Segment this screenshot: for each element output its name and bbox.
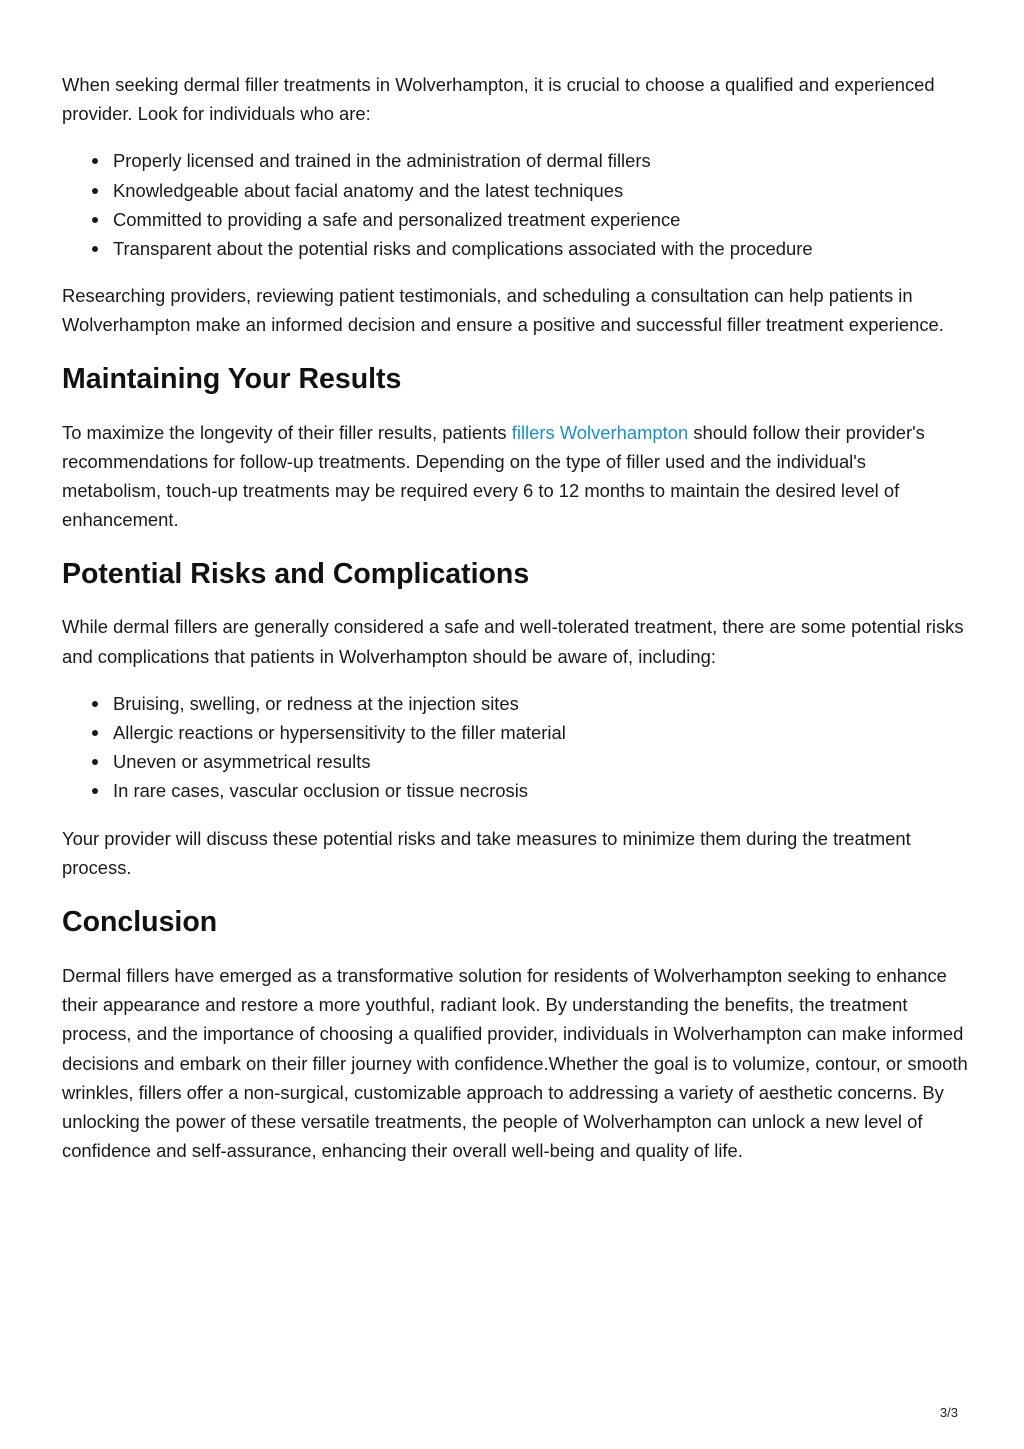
list-item: Committed to providing a safe and personalized treatment experience: [113, 205, 968, 234]
list-item: Bruising, swelling, or redness at the injection sites: [113, 689, 968, 718]
provider-qualities-list: [62, 146, 968, 263]
maintaining-text-after-link: should follow their provider's recommendations for follow-up treatments. Depending on the type of filler used and the individual's metabolism, touch-up treatments may be required every 6 to 12 months to maintain the desired level of enhancement.: [62, 421, 925, 531]
intro-closing-paragraph: Researching providers, reviewing patient testimonials, and scheduling a consultation can help patients in Wolverhampton make an informed decision and ensure a positive and successful filler treatment experience.: [62, 285, 944, 336]
list-item: Knowledgeable about facial anatomy and the latest techniques: [113, 176, 968, 205]
maintaining-text-before-link: To maximize the longevity of their filler results, patients: [62, 421, 512, 443]
risks-heading: Potential Risks and Complications: [62, 558, 530, 591]
maintaining-heading: Maintaining Your Results: [62, 362, 402, 395]
list-item: In rare cases, vascular occlusion or tissue necrosis: [113, 776, 968, 805]
risks-paragraph: While dermal fillers are generally considered a safe and well-tolerated treatment, there are some potential risks and complications that patients in Wolverhampton should be aware of, including:: [62, 616, 964, 667]
list-item: Uneven or asymmetrical results: [113, 747, 968, 776]
page-number: 3/3: [939, 1405, 958, 1420]
maintaining-paragraph: [62, 418, 968, 535]
intro-paragraph: When seeking dermal filler treatments in Wolverhampton, it is crucial to choose a qualified and experienced provider. Look for individuals who are:: [62, 74, 935, 125]
document-page: [62, 70, 968, 1165]
list-item: Transparent about the potential risks and complications associated with the procedure: [113, 234, 968, 263]
conclusion-heading: Conclusion: [62, 906, 218, 939]
risks-closing-paragraph: Your provider will discuss these potential risks and take measures to minimize them during the treatment process.: [62, 827, 911, 878]
risks-list: [62, 689, 968, 806]
list-item: Allergic reactions or hypersensitivity to the filler material: [113, 718, 968, 747]
fillers-wolverhampton-link[interactable]: fillers Wolverhampton: [511, 421, 689, 443]
list-item: Properly licensed and trained in the administration of dermal fillers: [113, 146, 968, 175]
conclusion-paragraph: Dermal fillers have emerged as a transformative solution for residents of Wolverhampton seeking to enhance their appearance and restore a more youthful, radiant look. By understanding the benefits, the treatment process, and the importance of choosing a qualified provider, individuals in Wolverhampton can make informed decisions and embark on their filler journey with confidence.Whether the goal is to volumize, contour, or smooth wrinkles, fillers offer a non-surgical, customizable approach to addressing a variety of aesthetic concerns. By unlocking the power of these versatile treatments, the people of Wolverhampton can unlock a new level of confidence and self-assurance, enhancing their overall well-being and quality of life.: [62, 965, 968, 1162]
